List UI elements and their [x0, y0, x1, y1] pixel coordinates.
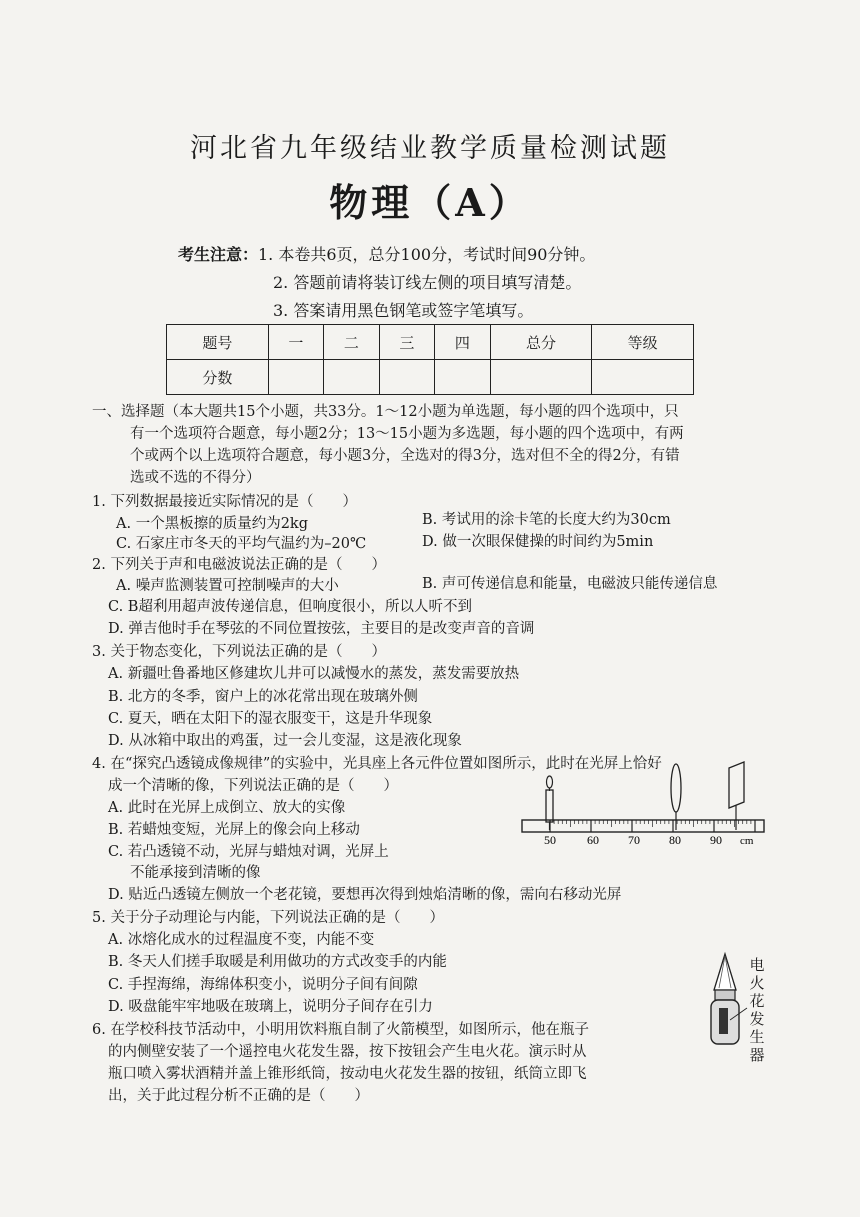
- q2-option-c: C. B超利用超声波传递信息，但响度很小，所以人听不到: [108, 599, 472, 615]
- q6-stem: 瓶口喷入雾状酒精并盖上锥形纸筒，按动电火花发生器的按钮，纸筒立即飞: [108, 1066, 587, 1082]
- score-header-cell: 等级: [592, 325, 694, 360]
- score-cell[interactable]: [592, 360, 694, 395]
- score-cell[interactable]: [324, 360, 379, 395]
- score-header-cell: 一: [268, 325, 323, 360]
- ruler-label: 50: [544, 833, 556, 847]
- q5-option-a: A. 冰熔化成水的过程温度不变，内能不变: [108, 932, 375, 948]
- notice-item-3: 3. 答案请用黑色钢笔或签字笔填写。: [273, 301, 534, 320]
- q4-stem: 4. 在“探究凸透镜成像规律”的实验中，光具座上各元件位置如图所示，此时在光屏上恰好: [92, 756, 662, 772]
- notice-item-1: 1. 本卷共6页，总分100分，考试时间90分钟。: [258, 245, 596, 264]
- q4-option-b: B. 若蜡烛变短，光屏上的像会向上移动: [108, 822, 360, 838]
- q2-stem: 2. 下列关于声和电磁波说法正确的是（ ）: [92, 557, 386, 573]
- q4-stem: 成一个清晰的像，下列说法正确的是（ ）: [108, 778, 398, 794]
- q2-option-d: D. 弹吉他时手在琴弦的不同位置按弦，主要目的是改变声音的音调: [108, 621, 535, 637]
- q6-stem: 出，关于此过程分析不正确的是（ ）: [108, 1088, 369, 1104]
- q3-option-b: B. 北方的冬季，窗户上的冰花常出现在玻璃外侧: [108, 689, 418, 705]
- q5-stem: 5. 关于分子动理论与内能，下列说法正确的是（ ）: [92, 910, 444, 926]
- paper-cone-shape: [714, 954, 736, 990]
- convex-lens-shape: [671, 764, 681, 812]
- q1-option-d: D. 做一次眼保健操的时间约为5min: [422, 534, 654, 550]
- score-table-score-row: [167, 360, 694, 395]
- score-header-cell: 题号: [167, 325, 269, 360]
- notice-item-2: 2. 答题前请将装订线左侧的项目填写清楚。: [273, 273, 582, 292]
- ruler-label: 90: [710, 833, 722, 847]
- q1-stem: 1. 下列数据最接近实际情况的是（ ）: [92, 494, 357, 510]
- section1-intro-line: 个或两个以上选项符合题意，每小题3分，全选对的得3分，选对但不全的得2分，有错: [130, 448, 680, 464]
- section1-intro-line: 有一个选项符合题意，每小题2分；13～15小题为多选题，每小题的四个选项中，有两: [130, 426, 684, 442]
- q2-option-a: A. 噪声监测装置可控制噪声的大小: [116, 578, 339, 594]
- rocket-svg: [700, 950, 750, 1050]
- q3-option-d: D. 从冰箱中取出的鸡蛋，过一会儿变湿，这是液化现象: [108, 733, 462, 749]
- q4-option-d: D. 贴近凸透镜左侧放一个老花镜，要想再次得到烛焰清晰的像，需向右移动光屏: [108, 887, 622, 903]
- score-header-cell: 二: [324, 325, 379, 360]
- q1-option-c: C. 石家庄市冬天的平均气温约为–20℃: [116, 536, 367, 552]
- q1-option-a: A. 一个黑板擦的质量约为2kg: [116, 516, 308, 532]
- score-cell[interactable]: [435, 360, 490, 395]
- q5-option-d: D. 吸盘能牢牢地吸在玻璃上，说明分子间存在引力: [108, 999, 433, 1015]
- ruler-label: 80: [669, 833, 681, 847]
- score-cell[interactable]: [268, 360, 323, 395]
- exam-title: 河北省九年级结业教学质量检测试题: [190, 133, 670, 164]
- q3-option-c: C. 夏天，晒在太阳下的湿衣服变干，这是升华现象: [108, 711, 433, 727]
- q2-option-b: B. 声可传递信息和能量，电磁波只能传递信息: [422, 576, 718, 592]
- q1-option-b: B. 考试用的涂卡笔的长度大约为30cm: [422, 512, 671, 528]
- score-header-cell: 四: [435, 325, 490, 360]
- score-header-cell: 三: [379, 325, 434, 360]
- score-table: [166, 324, 694, 395]
- spark-generator-label: 电火花发生器: [749, 956, 765, 1064]
- candle-shape: [546, 790, 553, 822]
- ruler-unit-label: cm: [740, 835, 754, 847]
- score-cell[interactable]: [490, 360, 592, 395]
- section1-intro-line: 选或不选的不得分）: [130, 470, 261, 486]
- section1-intro-line: 一、选择题（本大题共15个小题，共33分。1～12小题为单选题，每小题的四个选项中，只: [92, 404, 679, 420]
- q3-option-a: A. 新疆吐鲁番地区修建坎儿井可以减慢水的蒸发，蒸发需要放热: [108, 666, 520, 682]
- notice-label: 考生注意：: [178, 245, 259, 264]
- exam-subject: 物理（A）: [329, 180, 531, 225]
- spark-generator-shape: [719, 1008, 728, 1034]
- q5-option-c: C. 手捏海绵，海绵体积变小，说明分子间有间隙: [108, 977, 418, 993]
- q5-option-b: B. 冬天人们搓手取暖是利用做功的方式改变手的内能: [108, 954, 447, 970]
- q3-stem: 3. 关于物态变化，下列说法正确的是（ ）: [92, 644, 386, 660]
- optical-bench-figure: [518, 760, 768, 850]
- score-row-label: 分数: [167, 360, 269, 395]
- light-screen-shape: [729, 762, 744, 808]
- ruler-ticks: [550, 820, 755, 832]
- candle-flame-shape: [547, 776, 553, 788]
- q4-option-c-cont: 不能承接到清晰的像: [130, 865, 261, 881]
- ruler-label: 70: [628, 833, 640, 847]
- q6-stem: 的内侧壁安装了一个遥控电火花发生器，按下按钮会产生电火花。演示时从: [108, 1044, 587, 1060]
- bottle-neck-shape: [715, 990, 735, 1000]
- ruler-label: 60: [587, 833, 599, 847]
- q4-option-a: A. 此时在光屏上成倒立、放大的实像: [108, 800, 346, 816]
- score-table-header-row: [167, 325, 694, 360]
- q6-stem: 6. 在学校科技节活动中，小明用饮料瓶自制了火箭模型，如图所示，他在瓶子: [92, 1022, 589, 1038]
- score-cell[interactable]: [379, 360, 434, 395]
- score-header-cell: 总分: [490, 325, 592, 360]
- q4-option-c: C. 若凸透镜不动，光屏与蜡烛对调，光屏上: [108, 844, 389, 860]
- optical-bench-svg: [518, 760, 768, 850]
